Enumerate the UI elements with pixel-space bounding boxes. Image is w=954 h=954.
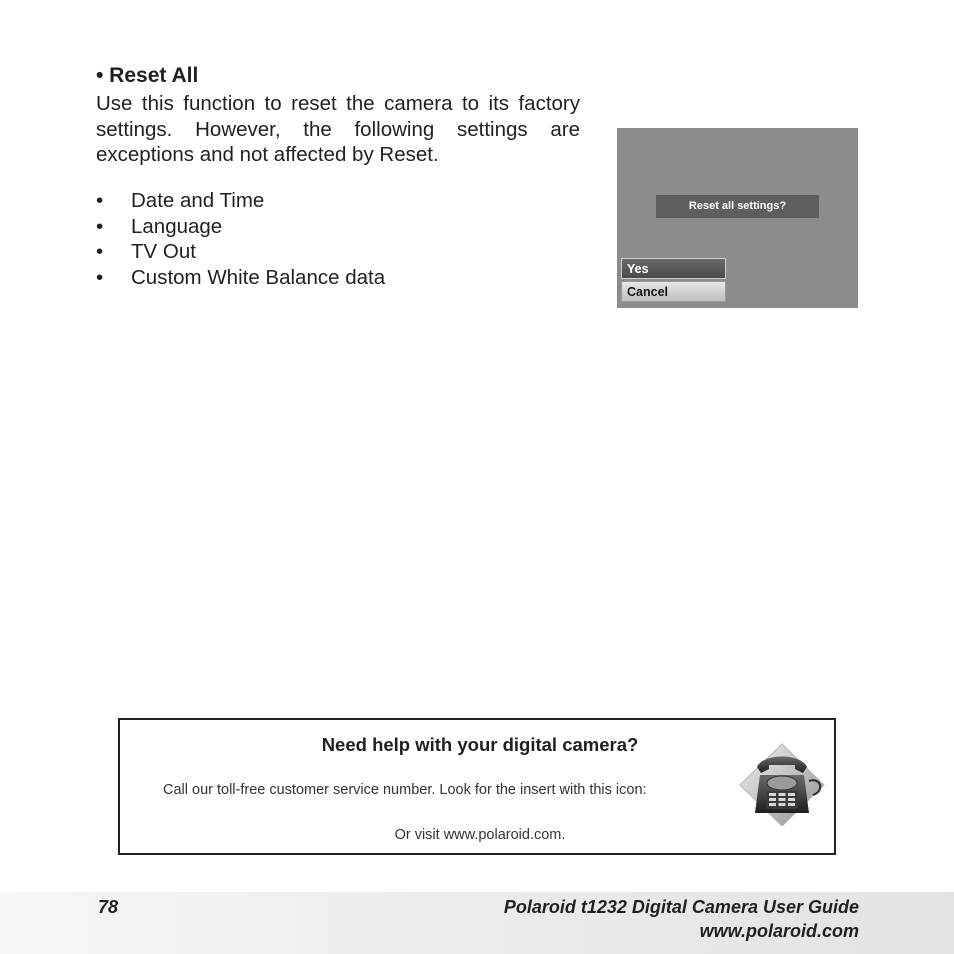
list-item: • Language	[96, 214, 385, 240]
yes-option[interactable]: Yes	[621, 258, 726, 279]
camera-lcd-screenshot	[617, 128, 858, 308]
page-footer	[0, 892, 954, 954]
help-box	[118, 718, 836, 855]
telephone-icon	[739, 743, 825, 827]
footer-url: www.polaroid.com	[699, 921, 859, 941]
intro-paragraph: Use this function to reset the camera to its factory settings. However, the following settings are exceptions and not affected by Reset.	[96, 92, 580, 166]
page-number: 78	[98, 897, 119, 917]
help-text: Call our toll-free customer service number. Look for the insert with this icon:	[163, 782, 647, 798]
cancel-option[interactable]: Cancel	[621, 281, 726, 302]
list-item: • Date and Time	[96, 188, 385, 214]
help-title: Need help with your digital camera?	[321, 734, 639, 755]
guide-title: Polaroid t1232 Digital Camera User Guide	[503, 897, 859, 917]
section-title: • Reset All	[96, 64, 199, 87]
reset-prompt: Reset all settings?	[656, 195, 819, 218]
list-item: • Custom White Balance data	[96, 265, 385, 291]
exceptions-list	[96, 188, 385, 290]
help-website-text: Or visit www.polaroid.com.	[394, 827, 566, 843]
list-item: • TV Out	[96, 239, 385, 265]
